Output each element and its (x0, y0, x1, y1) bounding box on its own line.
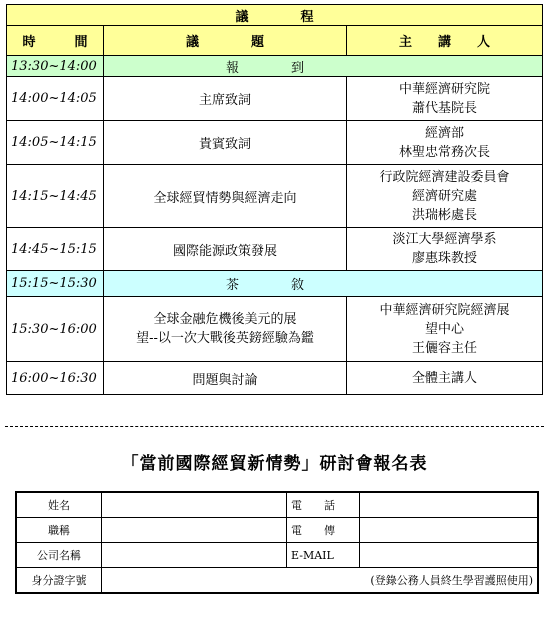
row-speaker (347, 297, 543, 362)
phone-label: 電 話 (287, 492, 360, 518)
form-title: 「當前國際經貿新情勢」研討會報名表 (121, 454, 428, 474)
row-topic: 國際能源政策發展 (104, 228, 347, 271)
row-speaker (347, 77, 543, 121)
row-speaker (347, 165, 543, 228)
speaker-line: 廖惠珠教授 (411, 251, 477, 266)
fax-field[interactable] (360, 518, 539, 543)
speaker-line: 行政院經濟建設委員會 (379, 169, 510, 185)
row-time: 14:15~14:45 (7, 165, 104, 228)
speaker-line: 淡江大學經濟學系 (392, 232, 497, 247)
speaker-line: 林聖忠常務次長 (398, 144, 490, 160)
company-field[interactable] (102, 543, 287, 568)
speaker-line: 蕭代基院長 (411, 100, 477, 116)
position-label: 職稱 (16, 518, 102, 543)
speaker-header: 主 講 人 (347, 26, 543, 56)
topic-header: 議 題 (104, 26, 347, 56)
row-topic: 茶 敘 (104, 271, 543, 297)
agenda-table (6, 4, 543, 395)
speaker-line: 中華經濟研究院 (398, 81, 490, 97)
agenda-row-tea (7, 271, 543, 297)
registration-form (15, 491, 539, 594)
row-topic (104, 297, 347, 362)
row-speaker (347, 121, 543, 165)
agenda-row (7, 165, 543, 228)
speaker-line: 中華經濟研究院經濟展 (379, 302, 510, 318)
row-topic: 報 到 (104, 56, 543, 77)
row-topic: 全球經貿情勢與經濟走向 (104, 165, 347, 228)
row-speaker (347, 362, 543, 395)
agenda-row (7, 297, 543, 362)
topic-line: 全球金融危機後美元的展 (153, 312, 297, 327)
email-field[interactable] (360, 543, 539, 568)
speaker-line: 望中心 (424, 321, 464, 337)
id-field[interactable] (102, 568, 539, 594)
row-time: 15:30~16:00 (7, 297, 104, 362)
speaker-line: 全體主講人 (411, 370, 477, 386)
speaker-line: 經濟部 (424, 125, 464, 141)
speaker-line: 經濟研究處 (411, 188, 477, 204)
row-topic: 問題與討論 (104, 362, 347, 395)
row-time: 14:00~14:05 (7, 77, 104, 121)
row-time: 13:30~14:00 (7, 56, 104, 77)
row-topic: 貴賓致詞 (104, 121, 347, 165)
speaker-line: 洪瑞彬處長 (411, 207, 477, 223)
dashed-divider (5, 426, 544, 427)
topic-line: 望--以一次大戰後英鎊經驗為鑑 (136, 331, 314, 346)
agenda-row (7, 362, 543, 395)
agenda-row (7, 121, 543, 165)
row-time: 15:15~15:30 (7, 271, 104, 297)
row-time: 16:00~16:30 (7, 362, 104, 395)
row-time: 14:05~14:15 (7, 121, 104, 165)
phone-field[interactable] (360, 492, 539, 518)
fax-label: 電 傳 (287, 518, 360, 543)
speaker-line: 王儷容主任 (411, 340, 477, 356)
id-note: (登錄公務人員終生學習護照使用) (370, 574, 533, 587)
name-label: 姓名 (16, 492, 102, 518)
agenda-row-arrival (7, 56, 543, 77)
row-time: 14:45~15:15 (7, 228, 104, 271)
email-label: E-MAIL (287, 543, 360, 568)
id-label: 身分證字號 (16, 568, 102, 594)
position-field[interactable] (102, 518, 287, 543)
agenda-row (7, 228, 543, 271)
row-speaker (347, 228, 543, 271)
agenda-title: 議 程 (7, 5, 543, 26)
time-header: 時 間 (7, 26, 104, 56)
row-topic: 主席致詞 (104, 77, 347, 121)
agenda-row (7, 77, 543, 121)
company-label: 公司名稱 (16, 543, 102, 568)
name-field[interactable] (102, 492, 287, 518)
